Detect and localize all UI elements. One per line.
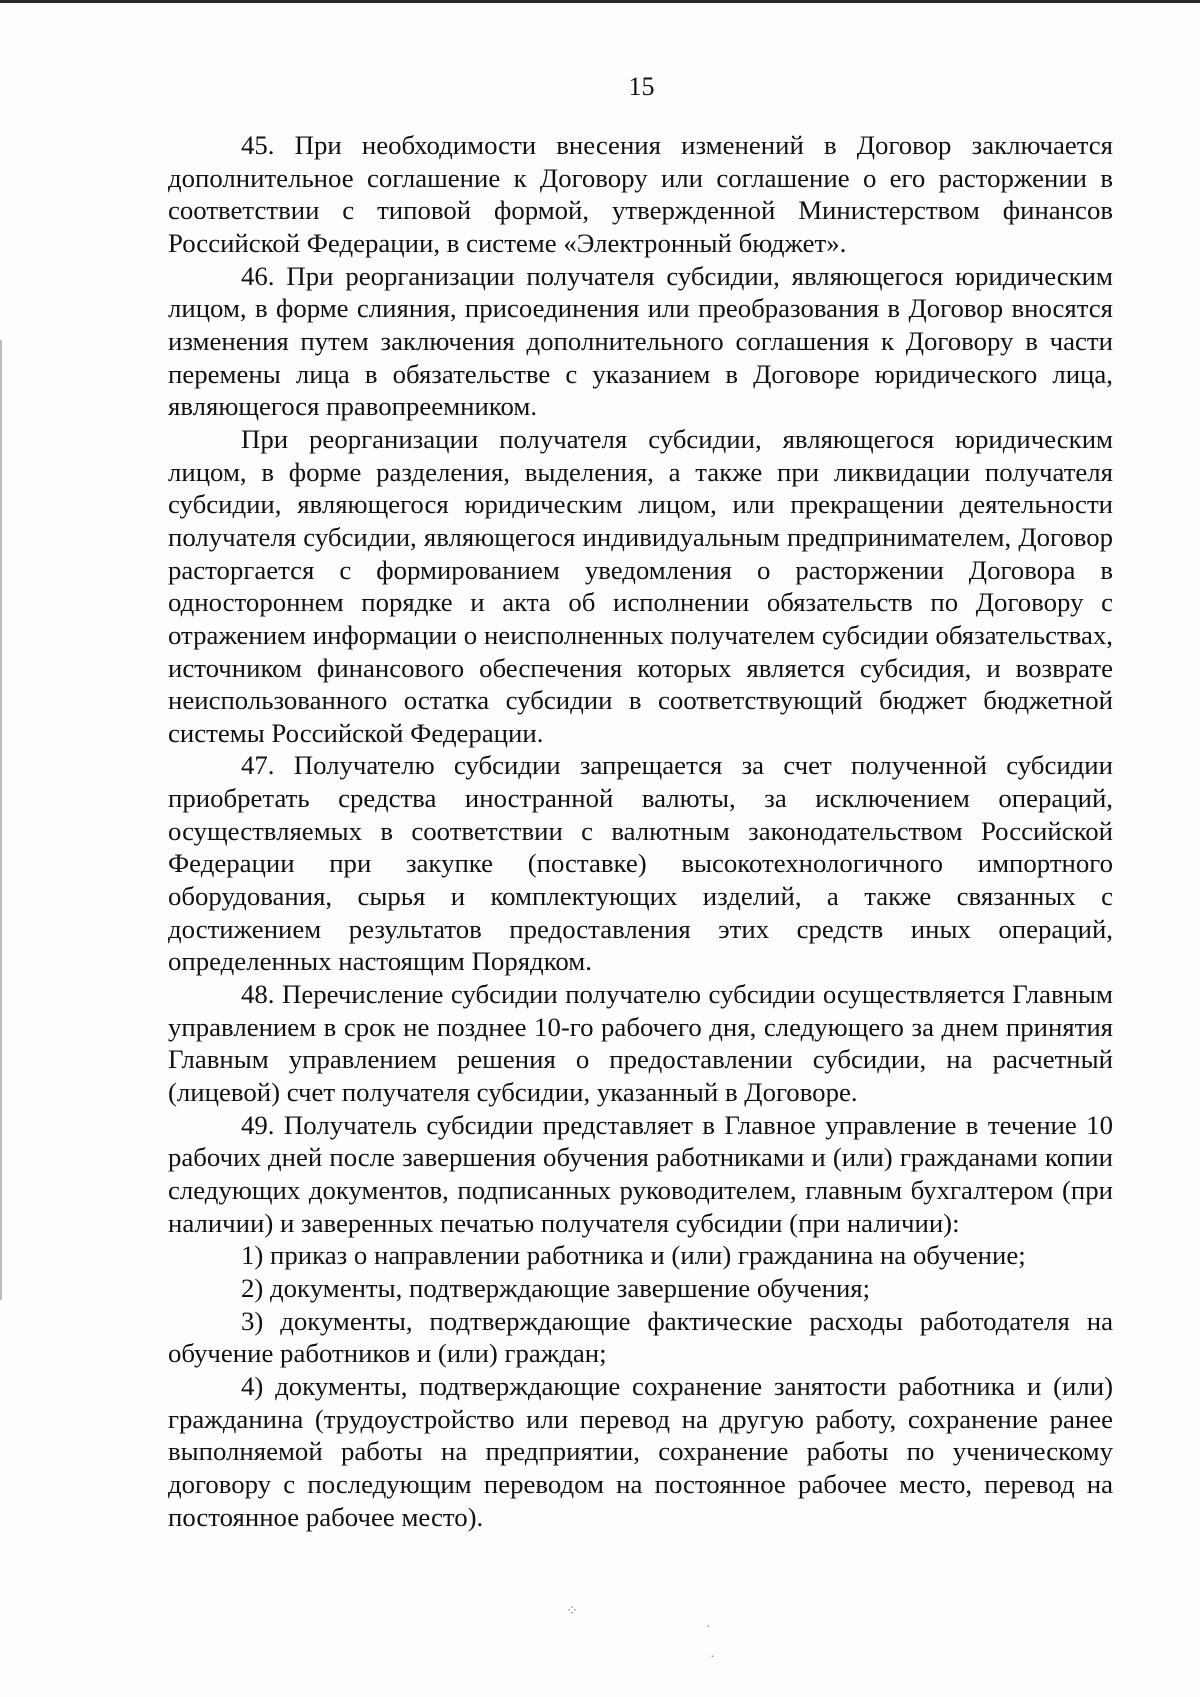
paragraph-46-continuation: При реорганизации получателя субсидии, являющегося юридическим лицом, в форме разделения, выделения, а также при ликвидации получателя субсидии, являющегося юридическим лицом, или прекращении деятельности получателя субсидии, являющегося индивидуальным предпринимателем, Договор расторгается с формированием уведомления о расторжении Договора в одностороннем порядке и акта об исполнении обязательств по Договору с отражением информации о неисполненных получателем субсидии обязательствах, источником финансового обеспечения которых является субсидия, и возврате неиспользованного остатка субсидии в соответствующий бюджет бюджетной системы Российской Федерации. [168,423,1113,748]
paragraph-47: 47. Получателю субсидии запрещается за счет полученной субсидии приобретать средства иностранной валюты, за исключением операций, осуществляемых в соответствии с валютным законодательством Российской Федерации при закупке (поставке) высокотехнологичного импортного оборудования, сырья и комплектующих изделий, а также связанных с достижением результатов предоставления этих средств иных операций, определенных настоящим Порядком. [168,750,1113,977]
scan-speck: ⁘ [566,1604,578,1619]
paragraph-46: 46. При реорганизации получателя субсидии, являющегося юридическим лицом, в форме слияния, присоединения или преобразования в Договор вносятся изменения путем заключения дополнительного соглашения к Договору в части перемены лица в обязательстве с указанием в Договоре юридического лица, являющегося правопреемником. [168,260,1113,422]
document-body [168,129,1113,1533]
paragraph-48: 48. Перечисление субсидии получателю субсидии осуществляется Главным управлением в срок не позднее 10-го рабочего дня, следующего за днем принятия Главным управлением решения о предоставлении субсидии, на расчетный (лицевой) счет получателя субсидии, указанный в Договоре. [168,979,1113,1108]
list-item-3: 3) документы, подтверждающие фактические расходы работодателя на обучение работников и (или) граждан; [168,1305,1113,1369]
list-item-4: 4) документы, подтверждающие сохранение занятости работника и (или) гражданина (трудоустройство или перевод на другую работу, сохранение ранее выполняемой работы на предприятии, сохранение работы по ученическому договору с последующим переводом на постоянное рабочее место, перевод на постоянное рабочее место). [168,1370,1113,1532]
scan-speck: · [710,1650,715,1665]
paragraph-49: 49. Получатель субсидии представляет в Главное управление в течение 10 рабочих дней после завершения обучения работниками и (или) гражданами копии следующих документов, подписанных руководителем, главным бухгалтером (при наличии) и заверенных печатью получателя субсидии (при наличии): [168,1109,1113,1238]
list-item-2: 2) документы, подтверждающие завершение обучения; [241,1272,871,1303]
scan-top-edge [0,0,1200,3]
page-number: 15 [628,72,655,101]
paragraph-45: 45. При необходимости внесения изменений в Договор заключается дополнительное соглашение к Договору или соглашение о его расторжении в соответствии с типовой формой, утвержденной Министерством финансов Российской Федерации, в системе «Электронный бюджет». [168,130,1113,258]
scan-left-edge [0,340,2,1300]
scan-speck: · [706,1620,711,1635]
list-item-1: 1) приказ о направлении работника и (или) гражданина на обучение; [241,1240,1026,1271]
